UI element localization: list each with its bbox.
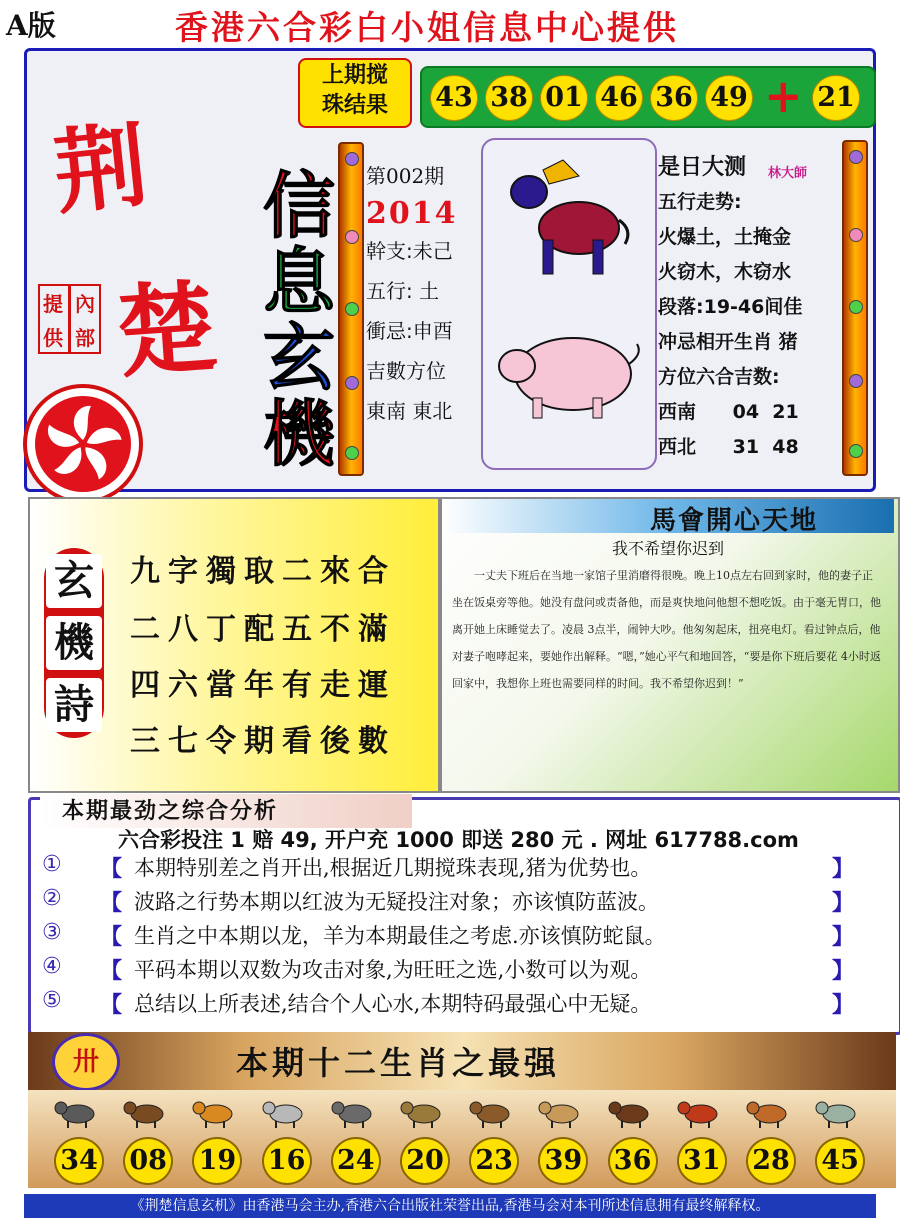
analysis-title: 本期最劲之综合分析: [40, 794, 412, 828]
pillar-dot: [849, 300, 863, 314]
pillar-dot: [345, 302, 359, 316]
analysis-item: [42, 852, 872, 884]
poem-badge-char: 玄: [46, 554, 102, 608]
master-name: 林大師: [768, 166, 808, 181]
zodiac-number-ball: 39: [538, 1137, 588, 1185]
last-result-label-line2: 珠结果: [321, 92, 388, 118]
goat-pig-illustration: [483, 140, 655, 468]
issue-info: [366, 156, 478, 431]
bracket-close: 】: [832, 925, 855, 950]
dog-icon: [744, 1094, 794, 1130]
issue-period: 第002期: [366, 164, 445, 188]
poem-badge: [44, 548, 104, 738]
pillar-dot: [849, 374, 863, 388]
analysis-item: [42, 954, 872, 986]
forecast-line: 五行走势:: [658, 191, 742, 213]
direction-name: 西南: [658, 401, 697, 423]
forecast-line: 冲忌相开生肖 猪: [658, 331, 798, 353]
bracket-open: 【: [100, 959, 123, 984]
horse-icon: [467, 1094, 517, 1130]
issue-line: 幹支:未己: [366, 239, 453, 263]
result-ball: 01: [540, 75, 588, 121]
direction-name: 西北: [658, 436, 697, 458]
tiger-icon: [190, 1094, 240, 1130]
direction-numbers: 31 48: [732, 436, 799, 458]
last-result-bar: [420, 66, 876, 128]
poem-badge-char: 詩: [46, 678, 102, 732]
story-title: 我不希望你迟到: [611, 539, 724, 558]
poem-line: 三七令期看後數: [130, 724, 396, 759]
bracket-open: 【: [100, 993, 123, 1018]
issue-line: 衝忌:申酉: [366, 319, 453, 343]
analysis-item-text: 生肖之中本期以龙，羊为本期最佳之考虑.亦该慎防蛇鼠。: [134, 924, 666, 948]
zodiac-number-ball: 31: [677, 1137, 727, 1185]
daily-forecast: [658, 150, 843, 465]
bracket-close: 】: [832, 857, 855, 882]
issue-line: 五行: 土: [366, 279, 440, 303]
logo-icon: 卅: [52, 1033, 120, 1091]
analysis-item: [42, 886, 872, 918]
pillar-dot: [849, 228, 863, 242]
zodiac-number-ball: 23: [469, 1137, 519, 1185]
pillar-dot: [345, 376, 359, 390]
result-ball: 46: [595, 75, 643, 121]
result-ball: 36: [650, 75, 698, 121]
result-ball: 38: [485, 75, 533, 121]
bracket-open: 【: [100, 857, 123, 882]
zodiac-number-ball: 20: [400, 1137, 450, 1185]
last-result-label: [298, 58, 412, 128]
vertical-title-char: 玄: [262, 315, 335, 400]
zodiac-number-ball: 16: [262, 1137, 312, 1185]
analysis-item-num: ③: [42, 920, 62, 945]
analysis-item-num: ②: [42, 886, 62, 911]
goat-icon: [536, 1094, 586, 1130]
vertical-title-char: 機: [262, 391, 335, 476]
bauhinia-icon: [8, 384, 158, 504]
bracket-close: 】: [832, 993, 855, 1018]
pillar-dot: [345, 446, 359, 460]
forecast-line: 火窃木，木窃水: [658, 261, 792, 283]
forecast-title: 是日大测: [658, 154, 747, 180]
forecast-line: 段落:19-46间佳: [658, 296, 803, 318]
last-result-label-line1: 上期搅: [321, 62, 388, 88]
direction-numbers: 04 21: [732, 401, 799, 423]
story-text: 一丈夫下班后在当地一家馆子里消磨得很晚。晚上10点左右回到家时，他的妻子正坐在饭桌旁等他。她没有盘问或责备他，而是爽快地问他想不想吃饭。由于毫无胃口，他离开她上床睡觉去了。凌晨 3点半，闹钟大吵。他匆匆起床，扭亮电灯。看过钟点后，他对妻子咆哮起来，要她作出解释。“嗯，”她心平气和地回答，“要是你下班后要花 4小时返回家中，我想你上班也需要同样的时间。我不希望你迟到！”: [452, 569, 881, 690]
poem-badge-char: 機: [46, 616, 102, 670]
zodiac-picture: [481, 138, 657, 470]
direction-row: [658, 395, 843, 430]
page-title: 香港六合彩白小姐信息中心提供: [175, 8, 679, 47]
zodiac-number-ball: 08: [123, 1137, 173, 1185]
zodiac-number-ball: 34: [54, 1137, 104, 1185]
issue-line: 東南 東北: [366, 399, 453, 423]
stamp-char: 提: [43, 292, 63, 316]
rat-icon: [52, 1094, 102, 1130]
analysis-item-text: 波路之行势本期以红波为无疑投注对象；亦该慎防蓝波。: [134, 890, 659, 914]
bracket-open: 【: [100, 925, 123, 950]
rabbit-icon: [260, 1094, 310, 1130]
rooster-icon: [675, 1094, 725, 1130]
edition-label: A版: [6, 9, 56, 42]
ox-icon: [121, 1094, 171, 1130]
stamp-char: 內: [75, 292, 95, 316]
poem-line: 四六當年有走運: [130, 668, 396, 703]
analysis-item: [42, 988, 872, 1020]
zodiac-number-ball: 28: [746, 1137, 796, 1185]
pillar-dot: [849, 444, 863, 458]
zodiac-title: 本期十二生肖之最强: [236, 1044, 561, 1082]
internal-provide-stamp: [38, 284, 102, 354]
pig-icon: [813, 1094, 863, 1130]
bracket-open: 【: [100, 891, 123, 916]
poem-line: 九字獨取二來合: [130, 554, 396, 589]
monkey-icon: [606, 1094, 656, 1130]
zodiac-number-ball: 45: [815, 1137, 865, 1185]
direction-row: [658, 430, 843, 465]
brand-char-chu: 楚: [112, 267, 221, 393]
ad-line: 六合彩投注 1 赔 49, 开户充 1000 即送 280 元 . 网址 617788.com: [118, 828, 799, 852]
bracket-close: 】: [832, 959, 855, 984]
bracket-close: 】: [832, 891, 855, 916]
stamp-char: 部: [75, 326, 95, 350]
special-ball: 21: [812, 75, 860, 121]
analysis-item: [42, 920, 872, 952]
zodiac-number-ball: 19: [192, 1137, 242, 1185]
result-ball: 49: [705, 75, 753, 121]
footer-notice: 《荆楚信息玄机》由香港马会主办,香港六合出版社荣誉出品,香港马会对本刊所述信息拥有最终解释权。: [24, 1194, 876, 1218]
snake-icon: [398, 1094, 448, 1130]
vertical-title-char: 息: [262, 239, 335, 324]
analysis-item-text: 总结以上所表述,结合个人心水,本期特码最强心中无疑。: [134, 992, 652, 1016]
zodiac-number-ball: 24: [331, 1137, 381, 1185]
dragon-icon: [329, 1094, 379, 1130]
decor-pillar-right: [842, 140, 868, 476]
analysis-item-text: 本期特别差之肖开出,根据近几期搅珠表现,猪为优势也。: [134, 856, 652, 880]
poem-line: 二八丁配五不滿: [130, 612, 396, 647]
analysis-item-text: 平码本期以双数为攻击对象,为旺旺之选,小数可以为观。: [134, 958, 652, 982]
forecast-line: 火爆土，土掩金: [658, 226, 792, 248]
story-banner: 馬會開心天地: [650, 506, 819, 536]
analysis-item-num: ⑤: [42, 988, 62, 1013]
analysis-item-num: ④: [42, 954, 62, 979]
zodiac-number-ball: 36: [608, 1137, 658, 1185]
pillar-dot: [849, 150, 863, 164]
analysis-item-num: ①: [42, 852, 62, 877]
result-ball: 43: [430, 75, 478, 121]
pillar-dot: [345, 230, 359, 244]
issue-year: 2014: [366, 196, 458, 231]
stamp-char: 供: [43, 326, 63, 350]
brand-char-jing: 荆: [49, 110, 153, 228]
pig-icon: [499, 338, 639, 418]
vertical-title-char: 信: [262, 163, 335, 248]
forecast-line: 方位六合吉数:: [658, 366, 780, 388]
issue-line: 吉數方位: [366, 359, 446, 383]
vertical-title: [254, 163, 344, 476]
goat-icon: [511, 160, 628, 274]
pillar-dot: [345, 152, 359, 166]
hk-bauhinia-emblem: [8, 384, 158, 504]
plus-sign: +: [764, 69, 803, 123]
